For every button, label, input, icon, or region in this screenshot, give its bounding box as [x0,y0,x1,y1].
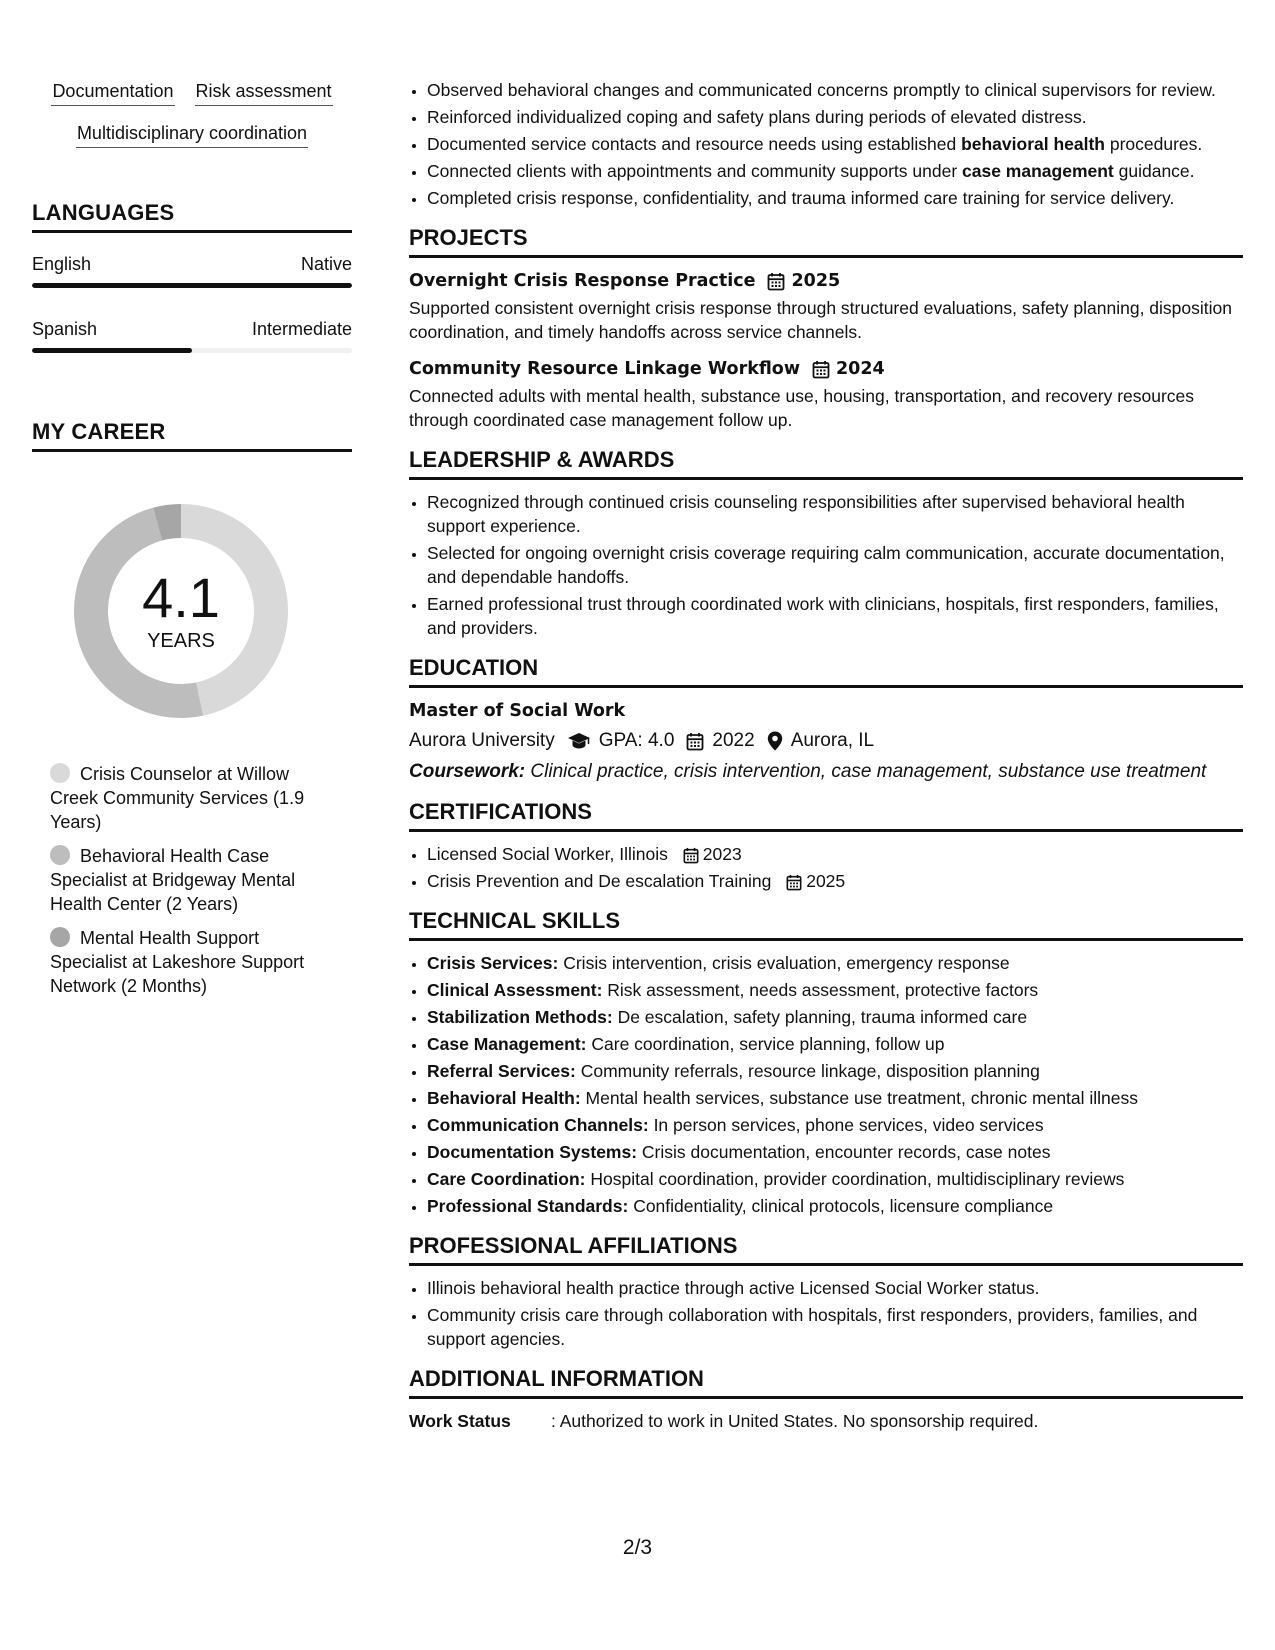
projects-heading: PROJECTS [409,224,1243,258]
bullet-keyword: case management [962,161,1114,181]
career-legend-item [50,844,320,916]
projects-section [409,224,1243,432]
bullet-text: Observed behavioral changes and communicated concerns promptly to clinical supervisors for review. [427,80,1216,100]
skill-item [427,1032,1243,1056]
skill-value: De escalation, safety planning, trauma informed care [617,1007,1028,1027]
coursework-text: Clinical practice, crisis intervention, case management, substance use treatment [530,761,1207,782]
project-title: Community Resource Linkage Workflow [409,359,800,379]
experience-bullet [427,159,1243,183]
graduation-cap-icon [567,732,591,750]
project-year: 2024 [836,359,885,379]
skill-item [427,978,1243,1002]
skill-label: Crisis Services: [427,953,559,973]
skill-value: Community referrals, resource linkage, disposition planning [580,1061,1040,1081]
leadership-list [409,490,1243,640]
skill-label: Documentation Systems: [427,1142,638,1162]
leadership-item: • Recognized through continued crisis counseling responsibilities after supervised behavioral health support experience. [427,490,1243,538]
project-description: Connected adults with mental health, substance use, housing, transportation, and recovery resources through coordinated case management follow up. [409,386,1195,430]
skill-value: Crisis documentation, encounter records, case notes [641,1142,1051,1162]
language-name: Spanish [32,319,98,339]
legend-dot [50,763,70,783]
skill-value: Mental health services, substance use treatment, chronic mental illness [585,1088,1139,1108]
affiliation-item: • Illinois behavioral health practice through active Licensed Social Worker status. [427,1276,1243,1300]
calendar-icon [767,272,785,291]
project-item [409,268,1243,344]
education-location: Aurora, IL [790,730,875,751]
languages-heading: LANGUAGES [32,200,352,233]
page-number: 2/3 [622,1536,653,1559]
language-proficiency-bar [32,348,192,353]
leadership-section [409,446,1243,640]
skill-value: In person services, phone services, video services [653,1115,1044,1135]
career-total-unit: YEARS [147,630,215,652]
skill-item [427,1086,1243,1110]
experience-bullet [427,78,1243,102]
language-item [32,253,352,288]
certification-year: 2025 [806,871,846,891]
certification-name: Licensed Social Worker, Illinois [427,844,668,864]
certification-year: 2023 [702,844,742,864]
language-item [32,318,352,353]
bullet-text: Documented service contacts and resource needs using established [427,134,962,154]
career-legend-label: Mental Health Support Specialist at Lakeshore Support Network (2 Months) [50,928,305,996]
skill-value: Risk assessment, needs assessment, protective factors [607,980,1039,1000]
languages-section [32,200,352,353]
skill-value: Care coordination, service planning, follow up [591,1034,945,1054]
certifications-heading: CERTIFICATIONS [409,798,1243,832]
affiliations-list [409,1276,1243,1351]
skill-label: Care Coordination: [427,1169,586,1189]
education-degree: Master of Social Work [409,701,626,721]
skill-item [427,1167,1243,1191]
skill-item [427,1005,1243,1029]
leadership-item: • Earned professional trust through coordinated work with clinicians, hospitals, first responders, families, and providers. [427,592,1243,640]
skill-label: Clinical Assessment: [427,980,603,1000]
affiliation-item: • Community crisis care through collaboration with hospitals, first responders, providers, families, and support agencies. [427,1303,1243,1351]
skill-tag: Multidisciplinary coordination [76,122,308,148]
skill-label: Professional Standards: [427,1196,629,1216]
bullet-text: Reinforced individualized coping and safety plans during periods of elevated distress. [427,107,1087,127]
certification-item [427,842,1243,866]
calendar-icon [683,847,699,864]
additional-info-section [409,1365,1243,1433]
legend-dot [50,845,70,865]
career-total-value: 4.1 [142,566,220,629]
certification-name: Crisis Prevention and De escalation Training [427,871,772,891]
career-section [32,419,352,998]
language-name: English [32,254,92,274]
map-pin-icon [767,731,783,751]
skill-value: Hospital coordination, provider coordination, multidisciplinary reviews [590,1169,1125,1189]
skill-item [427,951,1243,975]
leadership-heading: LEADERSHIP & AWARDS [409,446,1243,480]
bullet-text: procedures. [1105,134,1203,154]
language-proficiency-track [32,283,352,288]
education-coursework [409,760,1243,784]
affiliations-section [409,1232,1243,1351]
legend-dot [50,927,70,947]
skill-label: Stabilization Methods: [427,1007,613,1027]
experience-bullets [409,78,1243,210]
skill-label: Case Management: [427,1034,587,1054]
education-gpa: GPA: 4.0 [598,730,675,751]
project-item [409,356,1243,432]
calendar-icon [786,874,802,891]
education-meta [409,726,1243,756]
bullet-text: Completed crisis response, confidentiality, and trauma informed care training for service delivery. [427,188,1175,208]
project-description: Supported consistent overnight crisis response through structured evaluations, safety planning, disposition coordination, and timely handoffs across service channels. [409,298,1232,342]
skill-item [427,1113,1243,1137]
career-legend-item [50,762,320,834]
skill-label: Behavioral Health: [427,1088,581,1108]
project-year: 2025 [791,271,841,291]
technical-skills-list [409,951,1243,1218]
language-list [32,253,352,353]
skill-label: Referral Services: [427,1061,576,1081]
sidebar [32,80,352,1008]
career-donut-chart [66,496,296,726]
technical-skills-heading: TECHNICAL SKILLS [409,907,1243,941]
bullet-keyword: behavioral health [961,134,1105,154]
work-status-value: : Authorized to work in United States. No sponsorship required. [551,1411,1039,1431]
coursework-label: Coursework: [409,761,526,782]
career-legend-label: Behavioral Health Case Specialist at Bridgeway Mental Health Center (2 Years) [50,846,296,914]
education-year: 2022 [712,730,755,751]
language-proficiency-bar [32,283,352,288]
education-school: Aurora University [409,730,555,751]
additional-info-heading: ADDITIONAL INFORMATION [409,1365,1243,1399]
education-heading: EDUCATION [409,654,1243,688]
career-heading: MY CAREER [32,419,352,452]
work-status-label: Work Status [409,1411,511,1431]
calendar-icon [812,360,830,379]
skill-tag: Documentation [51,80,174,106]
experience-bullet [427,132,1243,156]
project-title: Overnight Crisis Response Practice [409,271,756,291]
career-total [66,496,296,726]
language-level: Intermediate [251,319,352,339]
skill-item [427,1140,1243,1164]
certification-list [409,842,1243,893]
skill-label: Communication Channels: [427,1115,649,1135]
main-content [409,78,1243,1433]
skill-value: Confidentiality, clinical protocols, licensure compliance [633,1196,1054,1216]
skill-item [427,1194,1243,1218]
certification-item [427,869,1243,893]
technical-skills-section [409,907,1243,1218]
work-status-row [409,1409,1243,1433]
language-proficiency-track [32,348,352,353]
career-legend-item [50,926,320,998]
calendar-icon [686,732,704,751]
career-legend [50,762,320,998]
skill-tags [32,80,352,148]
education-section [409,654,1243,784]
skill-item [427,1059,1243,1083]
language-level: Native [300,254,352,274]
bullet-text: Connected clients with appointments and community supports under [427,161,963,181]
skill-tag: Risk assessment [195,80,333,106]
certifications-section [409,798,1243,893]
experience-bullet [427,105,1243,129]
career-legend-label: Crisis Counselor at Willow Creek Community Services (1.9 Years) [50,764,305,832]
skill-value: Crisis intervention, crisis evaluation, emergency response [563,953,1010,973]
experience-bullet [427,186,1243,210]
leadership-item: • Selected for ongoing overnight crisis coverage requiring calm communication, accurate documentation, and dependable handoffs. [427,541,1243,589]
bullet-text: guidance. [1113,161,1195,181]
affiliations-heading: PROFESSIONAL AFFILIATIONS [409,1232,1243,1266]
